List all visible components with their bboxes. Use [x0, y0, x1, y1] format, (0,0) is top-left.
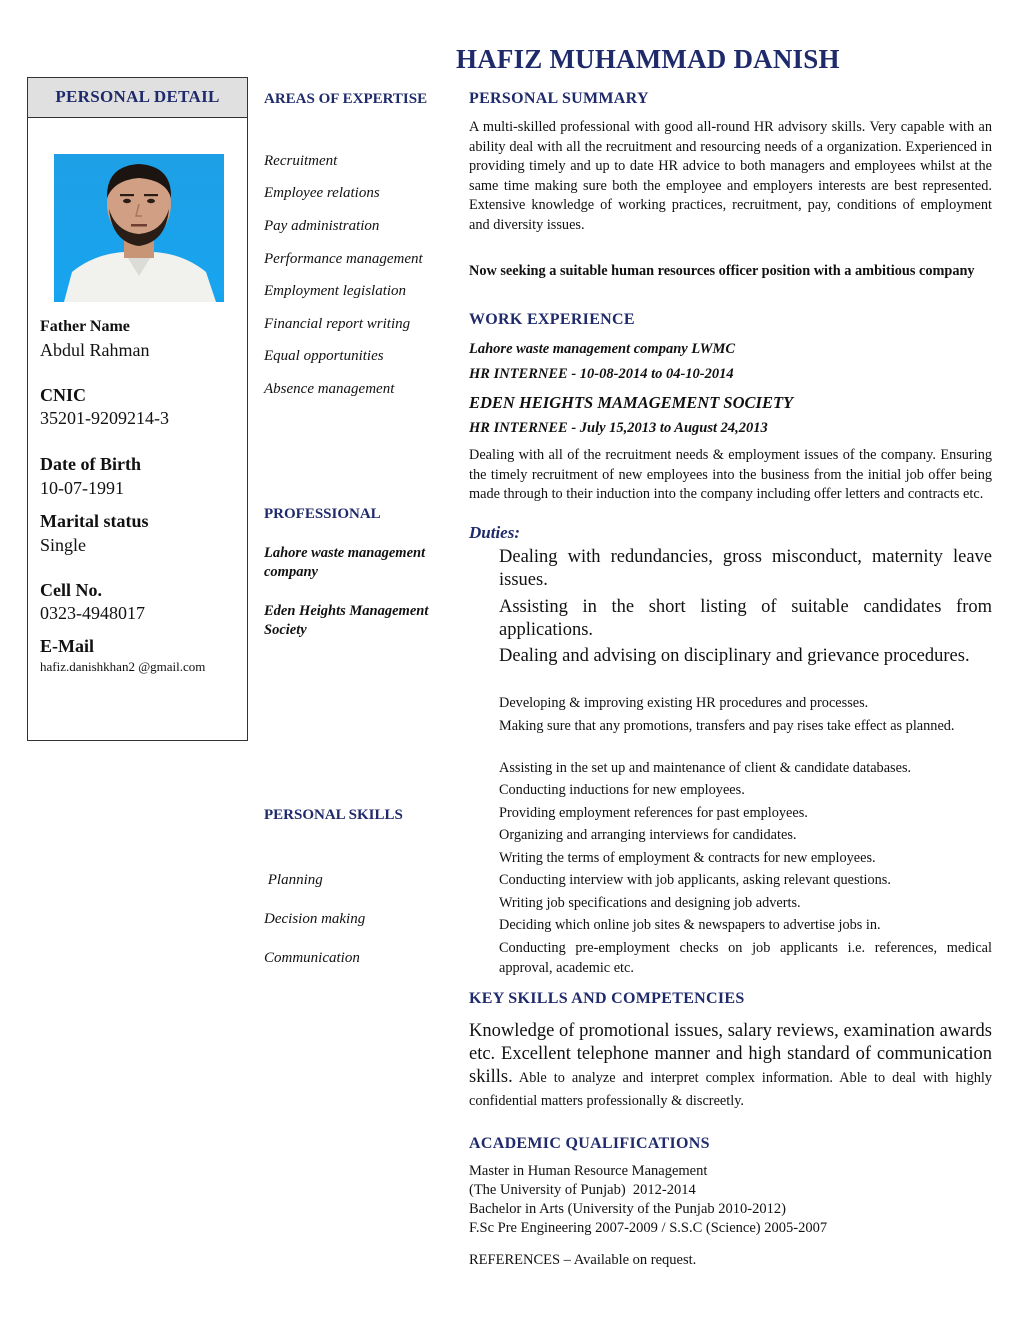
cnic-value: 35201-9209214-3 — [40, 408, 169, 428]
duty-item: Developing & improving existing HR procedures and processes. — [499, 695, 869, 711]
personal-detail-box — [27, 77, 248, 741]
skill-item: Communication — [264, 950, 360, 966]
duty-item: Providing employment references for past employees. — [499, 805, 808, 821]
marital-status-value: Single — [40, 535, 87, 555]
duty-item: Conducting inductions for new employees. — [499, 782, 745, 798]
expertise-item: Employment legislation — [264, 283, 407, 299]
duty-item: Assisting in the set up and maintenance of client & candidate databases. — [499, 760, 912, 776]
father-name-value: Abdul Rahman — [40, 340, 150, 360]
work-description: Dealing with all of the recruitment needs & employment issues of the company. Ensuring the timely recruitment of new employees into the business from the initial job offer being made through to their induction into the company including offer letters and contracts etc. — [469, 447, 992, 502]
duty-item: Deciding which online job sites & newspapers to advertise jobs in. — [499, 917, 881, 933]
work-company-2: EDEN HEIGHTS MAMAGEMENT SOCIETY — [469, 393, 794, 412]
expertise-item: Pay administration — [264, 218, 380, 234]
father-name-label: Father Name — [40, 318, 130, 335]
cell-value: 0323-4948017 — [40, 603, 145, 623]
expertise-item: Performance management — [264, 251, 423, 267]
academic-line: Bachelor in Arts (University of the Punjab 2010-2012) — [469, 1201, 786, 1217]
profile-photo — [54, 154, 224, 302]
candidate-name: HAFIZ MUHAMMAD DANISH — [456, 44, 840, 74]
expertise-item: Employee relations — [264, 185, 380, 201]
personal-skills-heading: PERSONAL SKILLS — [264, 807, 403, 823]
professional-item: Lahore waste management company — [264, 545, 426, 580]
email-label: E-Mail — [40, 636, 94, 656]
summary-text: A multi-skilled professional with good all-round HR advisory skills. Very capable with an ability deal with all the recruitment and resourcing needs of a organization. Experienced in providing timely and up to date HR advice to both managers and employees whilst at the same time making sure both the employee and employers interests are best represented. Extensive knowledge of working practices, recruitment, pay, conditions of employment and diversity issues. — [469, 119, 992, 233]
academic-line: (The University of Punjab) 2012-2014 — [469, 1182, 696, 1198]
professional-heading: PROFESSIONAL — [264, 506, 381, 522]
key-skills-heading: KEY SKILLS AND COMPETENCIES — [469, 990, 745, 1007]
dob-label: Date of Birth — [40, 454, 141, 474]
duty-item: Dealing and advising on disciplinary and grievance procedures. — [499, 646, 970, 666]
academic-line: F.Sc Pre Engineering 2007-2009 / S.S.C (Science) 2005-2007 — [469, 1220, 828, 1236]
summary-heading: PERSONAL SUMMARY — [469, 90, 649, 107]
cell-label: Cell No. — [40, 580, 102, 600]
dob-value: 10-07-1991 — [40, 478, 124, 498]
seeking-text: Now seeking a suitable human resources officer position with a ambitious company — [469, 263, 975, 279]
skill-item: Planning — [264, 872, 323, 888]
expertise-heading: AREAS OF EXPERTISE — [264, 91, 428, 107]
duty-item: Organizing and arranging interviews for candidates. — [499, 827, 797, 843]
duty-item: Making sure that any promotions, transfers and pay rises take effect as planned. — [499, 718, 955, 734]
duties-label: Duties: — [469, 523, 520, 542]
work-heading: WORK EXPERIENCE — [469, 311, 635, 328]
professional-item: Eden Heights Management Society — [264, 603, 429, 638]
duty-item: Conducting interview with job applicants, asking relevant questions. — [499, 872, 891, 888]
key-skills-text — [469, 1020, 992, 1112]
duty-item: Conducting pre-employment checks on job applicants i.e. references, medical approval, academic etc. — [499, 940, 992, 976]
key-skills-text-small: Able to analyze and interpret complex information. Able to deal with highly confidential matters professionally & discreetly. — [469, 1070, 992, 1109]
key-skills-text-large: Knowledge of promotional issues, salary reviews, examination awards etc. Excellent telephone manner and high standard of communication skills. — [469, 1021, 992, 1087]
duty-item: Writing job specifications and designing job adverts. — [499, 895, 801, 911]
cnic-label: CNIC — [40, 385, 87, 405]
work-role-2: HR INTERNEE - July 15,2013 to August 24,2013 — [469, 420, 768, 436]
expertise-item: Financial report writing — [264, 316, 411, 332]
expertise-item: Recruitment — [264, 153, 338, 169]
duty-item: Dealing with redundancies, gross misconduct, maternity leave issues. — [499, 547, 992, 590]
duty-item: Writing the terms of employment & contracts for new employees. — [499, 850, 876, 866]
academic-heading: ACADEMIC QUALIFICATIONS — [469, 1135, 710, 1152]
personal-detail-header: PERSONAL DETAIL — [28, 78, 247, 118]
academic-line: Master in Human Resource Management — [469, 1163, 708, 1179]
expertise-item: Equal opportunities — [264, 348, 384, 364]
marital-status-label: Marital status — [40, 511, 149, 531]
skill-item: Decision making — [264, 911, 366, 927]
duty-item: Assisting in the short listing of suitable candidates from applications. — [499, 597, 992, 640]
expertise-item: Absence management — [264, 381, 395, 397]
references-line: REFERENCES – Available on request. — [469, 1252, 697, 1268]
email-value: hafiz.danishkhan2 @gmail.com — [40, 659, 206, 674]
work-role-1: HR INTERNEE - 10-08-2014 to 04-10-2014 — [469, 366, 734, 382]
work-company-1: Lahore waste management company LWMC — [469, 341, 736, 357]
